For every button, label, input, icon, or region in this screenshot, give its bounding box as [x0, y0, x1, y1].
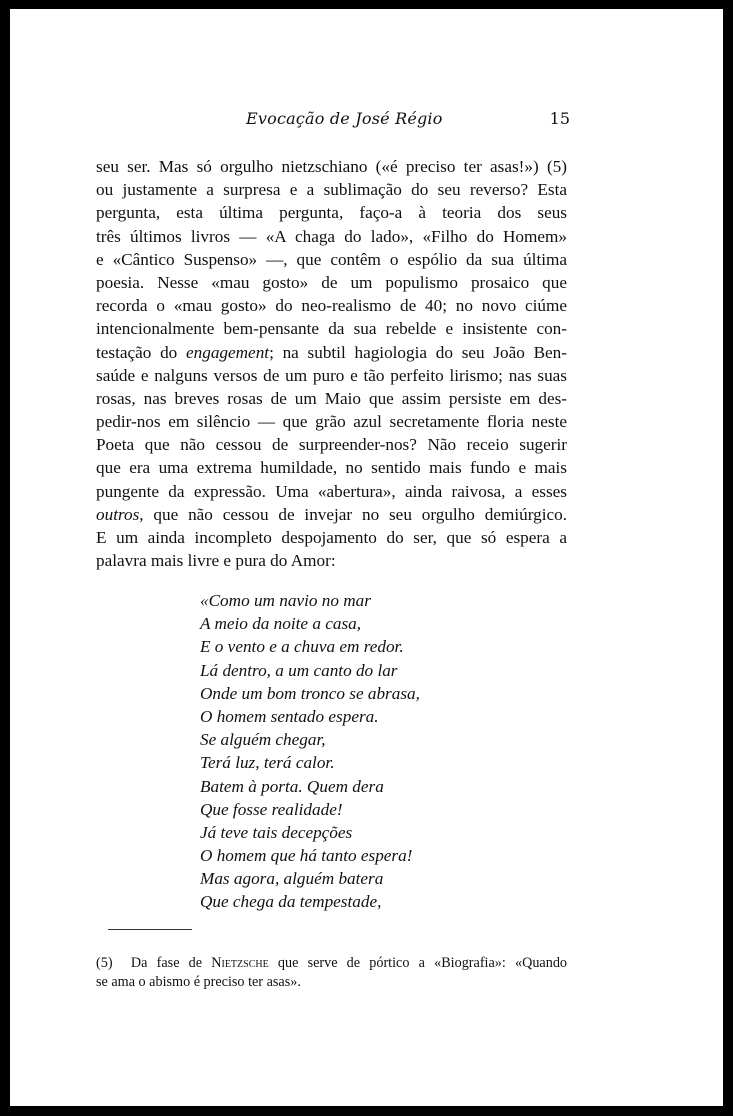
italic-term: engagement [186, 342, 270, 362]
text-line: rosas, nas breves rosas de um Maio que assim persiste em des- [96, 388, 567, 408]
footnote-text: Da fase de [130, 955, 212, 971]
poem-line: A meio da noite a casa, [200, 614, 362, 634]
footnote-line: se ama o abismo é preciso ter asas». [96, 974, 301, 990]
poem-line: E o vento e a chuva em redor. [200, 637, 404, 657]
poem-line: Terá luz, terá calor. [200, 753, 335, 773]
text-line: e «Cântico Suspenso» —, que contêm o espólio da sua última [96, 249, 567, 269]
poem-line: Se alguém chegar, [200, 730, 326, 750]
text-line: seu ser. Mas só orgulho nietzschiano («é preciso ter asas!») (5) [96, 157, 567, 176]
text-line: Poeta que não cessou de surpreender-nos? Não receio sugerir [96, 435, 567, 455]
italic-term: outros [96, 504, 140, 524]
text-line: ou justamente a surpresa e a sublimação do seu reverso? Esta [96, 180, 567, 200]
text-line: saúde e nalguns versos de um puro e tão perfeito lirismo; nas suas [96, 365, 567, 385]
poem-line: Batem à porta. Quem dera [200, 776, 384, 796]
text-line: pergunta, esta última pergunta, faço-a à teoria dos seus [96, 203, 567, 223]
running-title: Evocação de José Régio [246, 109, 443, 128]
text-line: que era uma extrema humildade, no sentido mais fundo e mais [96, 458, 567, 478]
text-segment: , que não cessou de invejar no seu orgulho demiúrgico. [139, 504, 567, 524]
text-line: pungente da expressão. Uma «abertura», ainda raivosa, a esses [96, 481, 567, 501]
poem-line: Que fosse realidade! [200, 799, 343, 819]
text-line: poesia. Nesse «mau gosto» de um populismo prosaico que [96, 272, 567, 292]
text-line: palavra mais livre e pura do Amor: [96, 551, 336, 571]
footnote [96, 954, 567, 992]
footnote-author: Nietzsche [211, 955, 269, 971]
text-line: três últimos livros — «A chaga do lado», «Filho do Homem» [96, 226, 567, 246]
poem-line: Mas agora, alguém batera [200, 869, 384, 889]
footnote-text: que serve de pórtico a «Biografia»: «Quando [268, 955, 568, 971]
footnote-marker: (5) [96, 955, 113, 971]
text-line [96, 503, 567, 526]
text-segment: ; na subtil hagiologia do seu João Ben- [269, 342, 567, 362]
text-segment: testação do [96, 342, 187, 362]
footnote-line [96, 954, 567, 973]
text-line: pedir-nos em silêncio — que grão azul secretamente floria neste [96, 412, 567, 432]
text-line: intencionalmente bem-pensante da sua rebelde e insistente con- [96, 319, 567, 339]
body-paragraph [96, 155, 567, 572]
poem-line: Que chega da tempestade, [200, 892, 382, 912]
text-line: recorda o «mau gosto» do neo-realismo de 40; no novo ciúme [96, 296, 567, 316]
footnote-divider [108, 929, 192, 930]
text-line: E um ainda incompleto despojamento do ser, que só espera a [96, 528, 567, 547]
poem-line: «Como um navio no mar [200, 591, 371, 610]
poem-line: O homem sentado espera. [200, 706, 379, 726]
running-header [10, 109, 723, 133]
poem-line: O homem que há tanto espera! [200, 846, 413, 866]
poem-line: Lá dentro, a um canto do lar [200, 660, 398, 680]
poem-line: Onde um bom tronco se abrasa, [200, 683, 420, 703]
document-page [10, 9, 723, 1106]
page-number: 15 [549, 109, 570, 128]
poem-line: Já teve tais decepções [200, 822, 353, 842]
poem-quote [200, 589, 420, 914]
text-line [96, 341, 567, 364]
